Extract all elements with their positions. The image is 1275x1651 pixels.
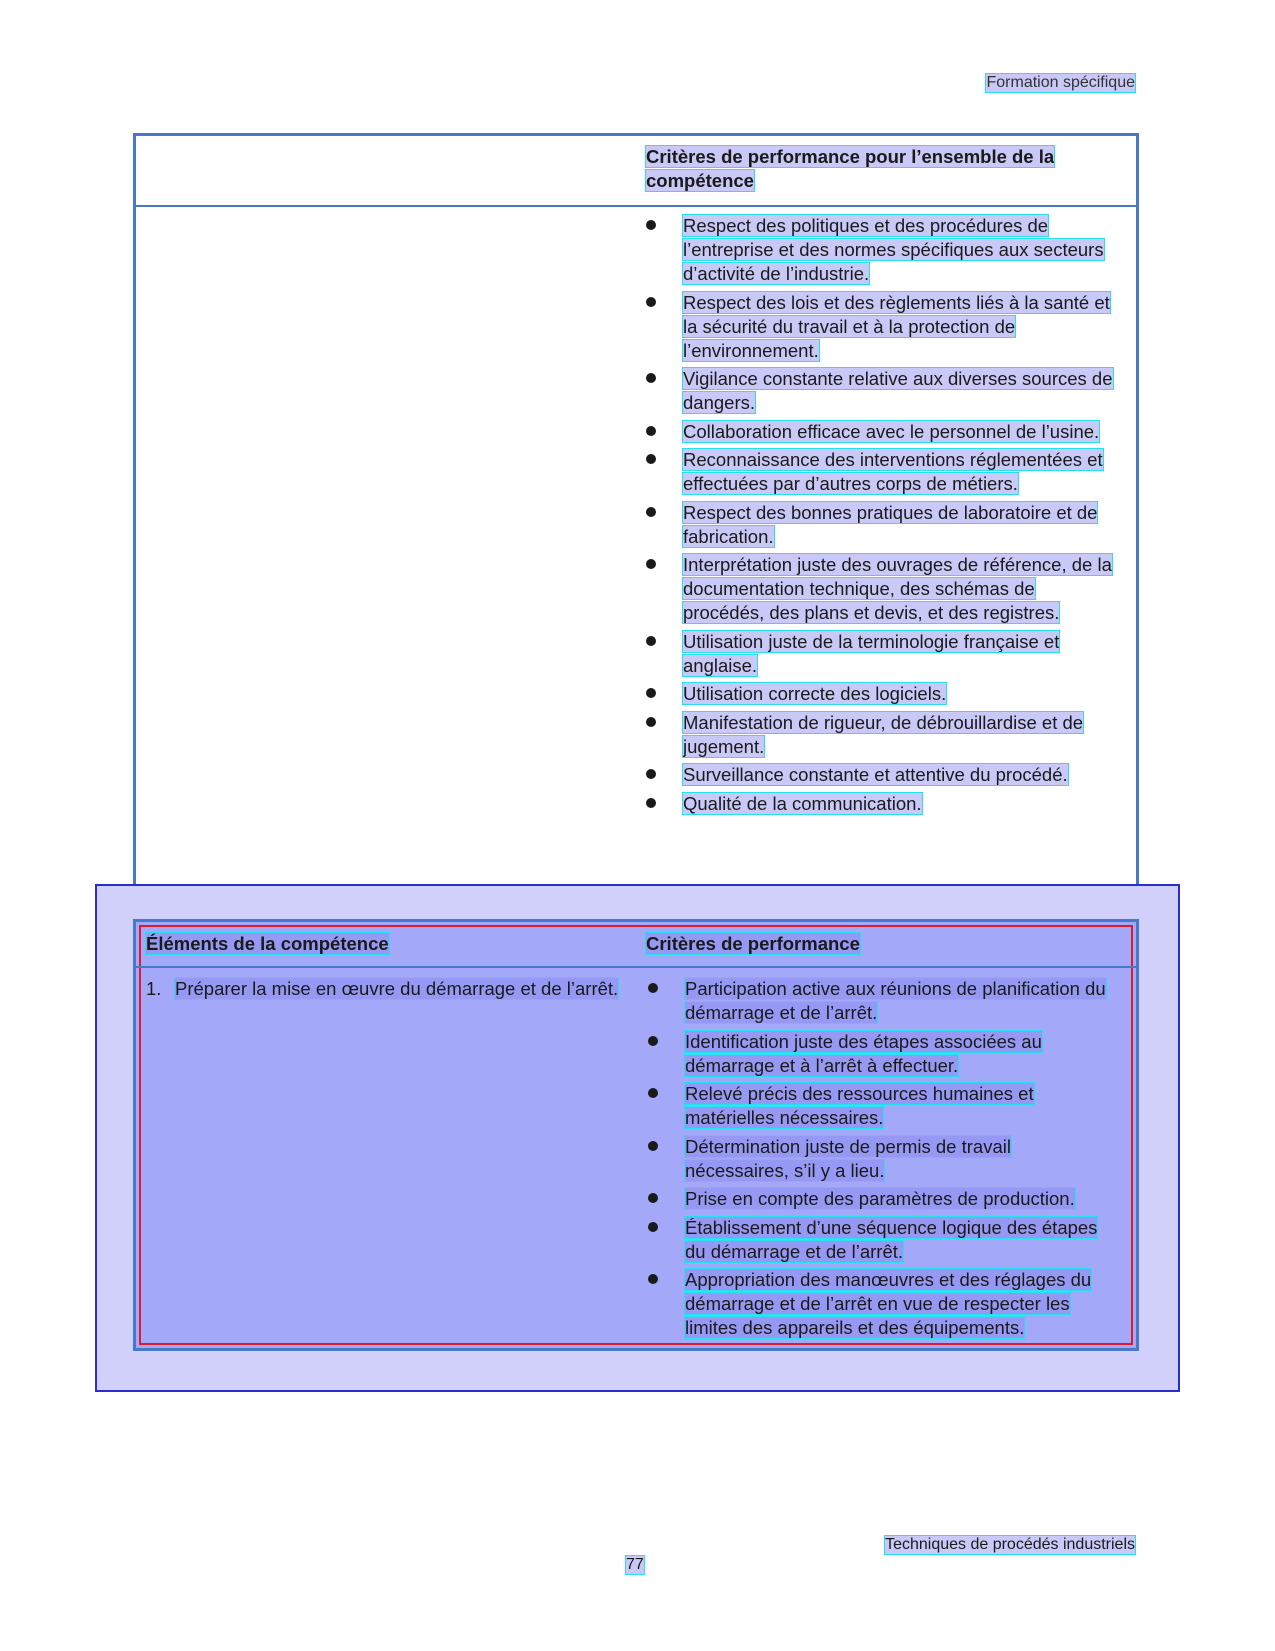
element-criteria-list <box>648 977 1116 1345</box>
bullet-icon <box>646 297 656 307</box>
list-item <box>648 1268 1116 1340</box>
criteria-column-title: Critères de performance <box>646 933 860 954</box>
bullet-icon <box>648 983 658 993</box>
criterion-text: Surveillance constante et attentive du procédé. <box>683 764 1068 785</box>
list-item <box>646 711 1114 759</box>
criterion-text: Établissement d’une séquence logique des étapes du démarrage et de l’arrêt. <box>685 1216 1098 1262</box>
bullet-icon <box>646 798 656 808</box>
bullet-icon <box>646 507 656 517</box>
criterion-text: Identification juste des étapes associées au démarrage et à l’arrêt à effectuer. <box>685 1030 1042 1076</box>
element-number: 1. <box>146 978 162 999</box>
criterion-text: Appropriation des manœuvres et des réglages du démarrage et de l’arrêt en vue de respecter les limites des appareils et des équipements. <box>685 1269 1092 1338</box>
overall-criteria-table <box>133 133 1139 900</box>
criterion-text: Interprétation juste des ouvrages de référence, de la documentation technique, des schémas de procédés, des plans et devis, et des registres. <box>683 554 1112 623</box>
list-item <box>646 682 1114 706</box>
criteria-column-title: Critères de performance pour l’ensemble de la compétence <box>646 146 1055 191</box>
element-text: Préparer la mise en œuvre du démarrage et de l’arrêt. <box>175 978 619 999</box>
table-header-row <box>136 136 1136 207</box>
list-item <box>648 1216 1116 1264</box>
bullet-icon <box>646 688 656 698</box>
list-item <box>648 1030 1116 1078</box>
criterion-text: Relevé précis des ressources humaines et matérielles nécessaires. <box>685 1083 1034 1128</box>
criterion-text: Reconnaissance des interventions réglementées et effectuées par d’autres corps de métiers. <box>683 449 1103 494</box>
bullet-icon <box>646 559 656 569</box>
list-item <box>646 763 1114 787</box>
elements-column-title: Éléments de la compétence <box>146 933 389 954</box>
list-item <box>646 420 1114 444</box>
bullet-icon <box>646 220 656 230</box>
page-number: 77 <box>626 1556 644 1573</box>
bullet-icon <box>646 454 656 464</box>
list-item <box>646 792 1114 816</box>
bullet-icon <box>646 636 656 646</box>
criterion-text: Détermination juste de permis de travail nécessaires, s’il y a lieu. <box>685 1135 1011 1181</box>
running-header: Formation spécifique <box>986 74 1135 91</box>
list-item <box>646 448 1114 496</box>
criterion-text: Manifestation de rigueur, de débrouillardise et de jugement. <box>683 711 1084 757</box>
bullet-icon <box>648 1036 658 1046</box>
list-item <box>646 367 1114 415</box>
list-item <box>648 977 1116 1025</box>
criterion-text: Respect des politiques et des procédures de l’entreprise et des normes spécifiques aux secteurs d’activité de l’industrie. <box>683 215 1104 284</box>
bullet-icon <box>648 1274 658 1284</box>
criterion-text: Vigilance constante relative aux diverses sources de dangers. <box>683 368 1113 413</box>
bullet-icon <box>648 1222 658 1232</box>
list-item <box>646 630 1114 678</box>
bullet-icon <box>646 717 656 727</box>
criterion-text: Qualité de la communication. <box>683 792 922 814</box>
criterion-text: Utilisation correcte des logiciels. <box>683 683 947 704</box>
competence-element <box>146 977 626 1001</box>
list-item <box>648 1135 1116 1183</box>
list-item <box>646 501 1114 549</box>
criterion-text: Participation active aux réunions de planification du démarrage et de l’arrêt. <box>685 978 1106 1023</box>
program-title: Techniques de procédés industriels <box>885 1536 1135 1553</box>
list-item <box>646 214 1114 286</box>
overall-criteria-list <box>646 214 1114 820</box>
list-item <box>646 291 1114 363</box>
list-item <box>648 1082 1116 1130</box>
bullet-icon <box>648 1141 658 1151</box>
bullet-icon <box>646 426 656 436</box>
competence-elements-table <box>133 919 1139 1351</box>
bullet-icon <box>646 769 656 779</box>
criterion-text: Collaboration efficace avec le personnel de l’usine. <box>683 420 1100 442</box>
list-item <box>646 553 1114 625</box>
table-header-row <box>136 922 1136 968</box>
bullet-icon <box>648 1088 658 1098</box>
bullet-icon <box>648 1193 658 1203</box>
criterion-text: Respect des bonnes pratiques de laboratoire et de fabrication. <box>683 501 1098 547</box>
bullet-icon <box>646 373 656 383</box>
list-item <box>648 1187 1116 1211</box>
criterion-text: Utilisation juste de la terminologie française et anglaise. <box>683 630 1060 676</box>
criterion-text: Prise en compte des paramètres de production. <box>685 1188 1075 1209</box>
criterion-text: Respect des lois et des règlements liés à la santé et la sécurité du travail et à la protection de l’environnement. <box>683 291 1110 361</box>
